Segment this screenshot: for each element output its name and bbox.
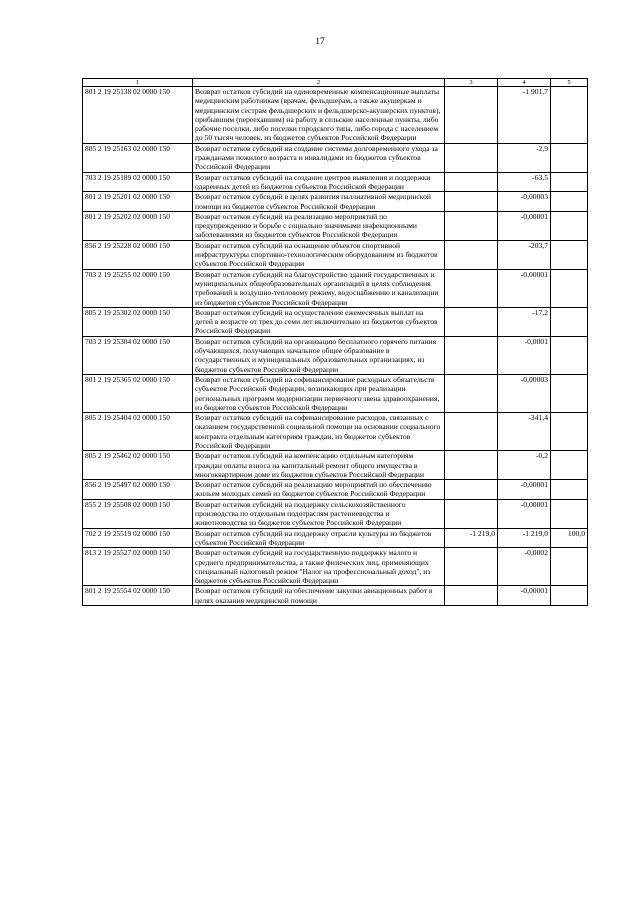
column-4-value-cell: -17,2 [498,307,551,336]
budget-code-cell: 703 2 19 25304 02 0000 150 [83,336,193,374]
column-4-value-cell: -0,00003 [498,374,551,412]
column-3-value-cell [445,307,498,336]
column-header: 1 [83,79,193,87]
column-3-value-cell [445,87,498,144]
column-3-value-cell [445,192,498,212]
column-header: 5 [551,79,588,87]
description-cell: Возврат остатков субсидий на организацию бесплатного горячего питания обучающихся, получающих начальное общее образование в государственных и муниципальных образовательных организациях, из бюджетов субъектов Российской Федерации [193,336,445,374]
page-number: 17 [315,37,325,47]
column-4-value-cell: -0,00003 [498,192,551,212]
description-cell: Возврат остатков субсидий на осуществление ежемесячных выплат на детей в возрасте от трех до семи лет включительно из бюджетов субъектов Российской Федерации [193,307,445,336]
column-5-value-cell [551,87,588,144]
column-4-value-cell: -63,5 [498,172,551,192]
column-header: 2 [193,79,445,87]
column-3-value-cell [445,499,498,528]
description-cell: Возврат остатков субсидий на компенсацию отдельным категориям граждан оплаты взноса на капитальный ремонт общего имущества в многоквартирном доме из бюджетов субъектов Российской Федерации [193,451,445,480]
column-4-value-cell: -1 901,7 [498,87,551,144]
column-header: 3 [445,79,498,87]
budget-code-cell: 813 2 19 25527 02 0000 150 [83,548,193,586]
table-row [83,548,588,586]
budget-code-cell: 801 2 19 25138 02 0000 150 [83,87,193,144]
column-3-value-cell [445,211,498,240]
column-3-value-cell [445,480,498,500]
budget-code-cell: 801 2 19 25201 02 0000 150 [83,192,193,212]
description-cell: Возврат остатков субсидий на реализацию мероприятий по предупреждению и борьбе с социально значимыми инфекционными заболеваниями из бюджетов субъектов Российской Федерации [193,211,445,240]
column-3-value-cell [445,172,498,192]
column-3-value-cell [445,548,498,586]
column-5-value-cell [551,548,588,586]
column-5-value-cell [551,586,588,606]
table-row [83,269,588,307]
table-row [83,451,588,480]
column-header: 4 [498,79,551,87]
budget-code-cell: 855 2 19 25508 02 0000 150 [83,499,193,528]
column-5-value-cell [551,499,588,528]
column-5-value-cell [551,192,588,212]
column-4-value-cell: -0,00001 [498,586,551,606]
budget-code-cell: 856 2 19 25228 02 0000 150 [83,240,193,269]
table-row [83,192,588,212]
description-cell: Возврат остатков субсидий на реализацию мероприятий по обеспечению жильем молодых семей из бюджетов субъектов Российской Федерации [193,480,445,500]
table-row [83,336,588,374]
budget-code-cell: 703 2 19 25189 02 0000 150 [83,172,193,192]
column-4-value-cell: -0,00001 [498,499,551,528]
column-5-value-cell: 100,0 [551,528,588,548]
column-3-value-cell [445,374,498,412]
column-4-value-cell: -0,00001 [498,269,551,307]
description-cell: Возврат остатков субсидий на софинансирование расходов, связанных с оказанием государственной социальной помощи на основании социального контракта отдельным категориям граждан, из бюджетов субъектов Российской Федерации [193,413,445,451]
column-3-value-cell [445,143,498,172]
budget-code-cell: 805 2 19 25302 02 0000 150 [83,307,193,336]
table-row [83,586,588,606]
table-row [83,480,588,500]
column-5-value-cell [551,211,588,240]
budget-code-cell: 801 2 19 25365 02 0000 150 [83,374,193,412]
column-5-value-cell [551,336,588,374]
table-header-row [83,79,588,87]
column-3-value-cell [445,586,498,606]
column-4-value-cell: -203,7 [498,240,551,269]
table-row [83,413,588,451]
column-3-value-cell [445,413,498,451]
column-3-value-cell: -1 219,0 [445,528,498,548]
description-cell: Возврат остатков субсидий на единовременные компенсационные выплаты медицинским работникам (врачам, фельдшерам, а также акушеркам и медицинским сестрам фельдшерских и фельдшерско-акушерских пунктов), прибывшим (переехавшим) на работу в сельские населенные пункты, либо рабочие поселки, либо поселки городского типа, либо города с населением до 50 тысяч человек, из бюджетов субъектов Российской Федерации [193,87,445,144]
column-4-value-cell: -341,4 [498,413,551,451]
column-5-value-cell [551,240,588,269]
description-cell: Возврат остатков субсидий на государственную поддержку малого и среднего предпринимательства, а также физических лиц, применяющих специальный налоговый режим "Налог на профессиональный доход", из бюджетов субъектов Российской Федерации [193,548,445,586]
column-4-value-cell: -0,0001 [498,336,551,374]
description-cell: Возврат остатков субсидий на поддержку отрасли культуры из бюджетов субъектов Российской Федерации [193,528,445,548]
table-row [83,374,588,412]
column-4-value-cell: -2,9 [498,143,551,172]
column-4-value-cell: -0,2 [498,451,551,480]
table-row [83,528,588,548]
column-5-value-cell [551,143,588,172]
table-row [83,143,588,172]
description-cell: Возврат остатков субсидий на обеспечение закупки авиационных работ в целях оказания медицинской помощи [193,586,445,606]
budget-table [82,78,588,606]
column-3-value-cell [445,451,498,480]
description-cell: Возврат остатков субсидий на создание центров выявления и поддержки одаренных детей из бюджетов субъектов Российской Федерации [193,172,445,192]
table-row [83,307,588,336]
column-5-value-cell [551,307,588,336]
budget-code-cell: 856 2 19 25497 02 0000 150 [83,480,193,500]
column-4-value-cell: -0,0002 [498,548,551,586]
budget-code-cell: 702 2 19 25519 02 0000 150 [83,528,193,548]
budget-code-cell: 801 2 19 25554 02 0000 150 [83,586,193,606]
column-5-value-cell [551,451,588,480]
description-cell: Возврат остатков субсидий в целях развития паллиативной медицинской помощи из бюджетов субъектов Российской Федерации [193,192,445,212]
column-4-value-cell: -0,00001 [498,480,551,500]
table-row [83,240,588,269]
description-cell: Возврат остатков субсидий на оснащение объектов спортивной инфраструктуры спортивно-технологическим оборудованием из бюджетов субъектов Российской Федерации [193,240,445,269]
column-5-value-cell [551,480,588,500]
table-row [83,172,588,192]
column-5-value-cell [551,172,588,192]
budget-code-cell: 805 2 19 25163 02 0000 150 [83,143,193,172]
table-row [83,211,588,240]
column-4-value-cell: -0,00001 [498,211,551,240]
column-5-value-cell [551,413,588,451]
column-3-value-cell [445,240,498,269]
budget-code-cell: 805 2 19 25462 02 0000 150 [83,451,193,480]
budget-code-cell: 801 2 19 25202 02 0000 150 [83,211,193,240]
column-3-value-cell [445,336,498,374]
column-5-value-cell [551,374,588,412]
column-4-value-cell: -1 219,0 [498,528,551,548]
column-5-value-cell [551,269,588,307]
table-row [83,87,588,144]
table-row [83,499,588,528]
table-body [83,87,588,606]
description-cell: Возврат остатков субсидий на создание системы долговременного ухода за гражданами пожилого возраста и инвалидами из бюджетов субъектов Российской Федерации [193,143,445,172]
description-cell: Возврат остатков субсидий на поддержку сельскохозяйственного производства по отдельным подотраслям растениеводства и животноводства из бюджетов субъектов Российской Федерации [193,499,445,528]
description-cell: Возврат остатков субсидий на благоустройство зданий государственных и муниципальных общеобразовательных организаций в целях соблюдения требований к воздушно-тепловому режиму, водоснабжению и канализации из бюджетов субъектов Российской Федерации [193,269,445,307]
budget-code-cell: 805 2 19 25404 02 0000 150 [83,413,193,451]
budget-code-cell: 703 2 19 25255 02 0000 150 [83,269,193,307]
description-cell: Возврат остатков субсидий на софинансирование расходных обязательств субъектов Российской Федерации, возникающих при реализации региональных программ модернизации первичного звена здравоохранения, из бюджетов субъектов Российской Федерации [193,374,445,412]
column-3-value-cell [445,269,498,307]
